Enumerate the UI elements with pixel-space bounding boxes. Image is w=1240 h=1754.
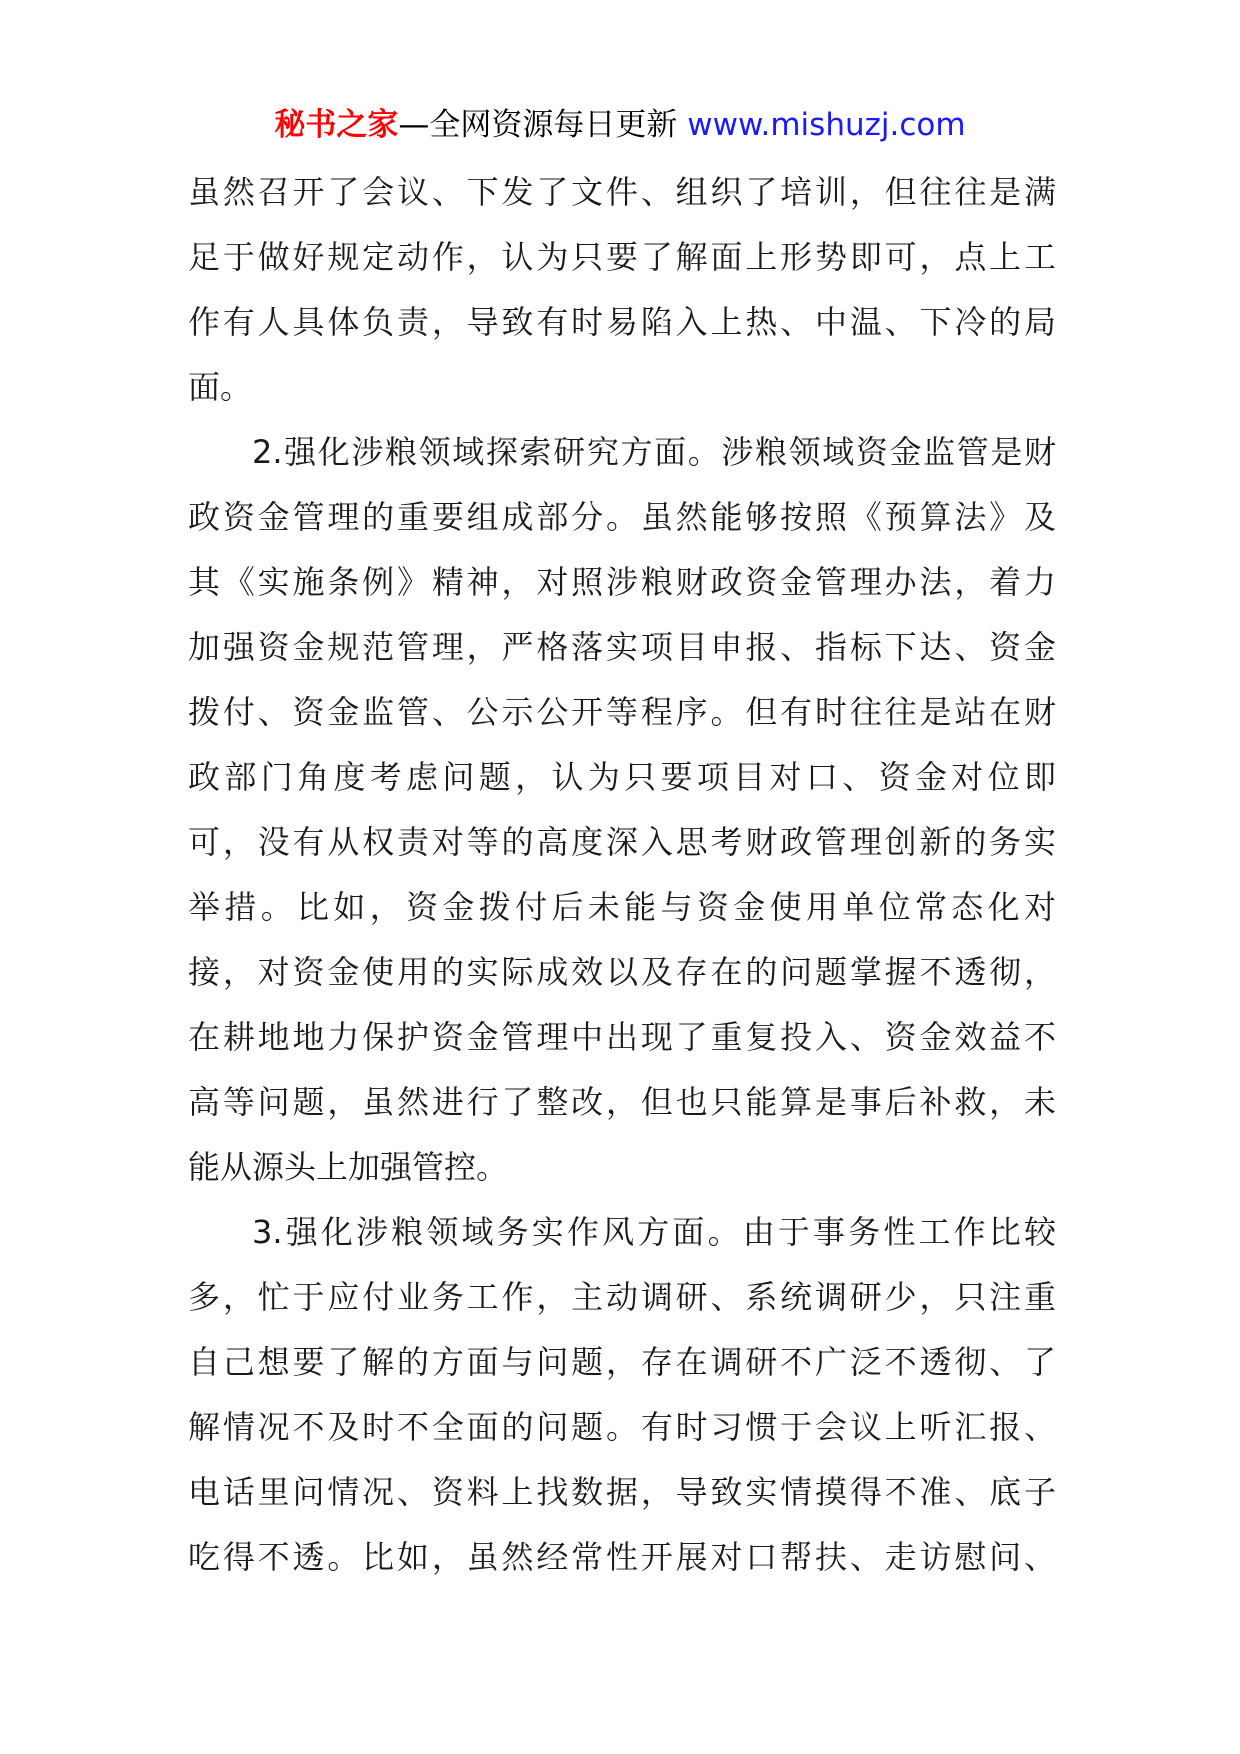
text-line: 高等问题，虽然进行了整改，但也只能算是事后补救，未 xyxy=(188,1083,1056,1121)
header-tagline: —全网资源每日更新 xyxy=(398,107,678,143)
text-line: 虽然召开了会议、下发了文件、组织了培训，但往往是满 xyxy=(188,173,1056,211)
text-line: 在耕地地力保护资金管理中出现了重复投入、资金效益不 xyxy=(188,1018,1056,1056)
text-line: 其《实施条例》精神，对照涉粮财政资金管理办法，着力 xyxy=(188,563,1056,601)
text-line: 可，没有从权责对等的高度深入思考财政管理创新的务实 xyxy=(188,823,1056,861)
text-line: 举措。比如，资金拨付后未能与资金使用单位常态化对 xyxy=(188,888,1056,926)
text-line: 能从源头上加强管控。 xyxy=(188,1148,509,1186)
site-header xyxy=(0,100,1240,150)
text-line: 电话里问情况、资料上找数据，导致实情摸得不准、底子 xyxy=(188,1473,1056,1511)
text-line: 政部门角度考虑问题，认为只要项目对口、资金对位即 xyxy=(188,758,1056,796)
text-line: 解情况不及时不全面的问题。有时习惯于会议上听汇报、 xyxy=(188,1408,1056,1446)
brand-name: 秘书之家 xyxy=(274,107,399,143)
text-line: 3.强化涉粮领域务实作风方面。由于事务性工作比较 xyxy=(252,1213,1056,1251)
text-line: 2.强化涉粮领域探索研究方面。涉粮领域资金监管是财 xyxy=(252,433,1056,471)
text-line: 多，忙于应付业务工作，主动调研、系统调研少，只注重 xyxy=(188,1278,1056,1316)
text-line: 加强资金规范管理，严格落实项目申报、指标下达、资金 xyxy=(188,628,1056,666)
text-line: 接，对资金使用的实际成效以及存在的问题掌握不透彻， xyxy=(188,953,1056,991)
text-line: 足于做好规定动作，认为只要了解面上形势即可，点上工 xyxy=(188,238,1056,276)
text-line: 拨付、资金监管、公示公开等程序。但有时往往是站在财 xyxy=(188,693,1056,731)
text-line: 自己想要了解的方面与问题，存在调研不广泛不透彻、了 xyxy=(188,1343,1056,1381)
site-url-link[interactable]: www.mishuzj.com xyxy=(687,107,966,143)
text-line: 作有人具体负责，导致有时易陷入上热、中温、下冷的局 xyxy=(188,303,1056,341)
text-line: 政资金管理的重要组成部分。虽然能够按照《预算法》及 xyxy=(188,498,1056,536)
document-body xyxy=(188,160,1056,1590)
text-line: 吃得不透。比如，虽然经常性开展对口帮扶、走访慰问、 xyxy=(188,1538,1056,1576)
text-line: 面。 xyxy=(188,368,253,406)
